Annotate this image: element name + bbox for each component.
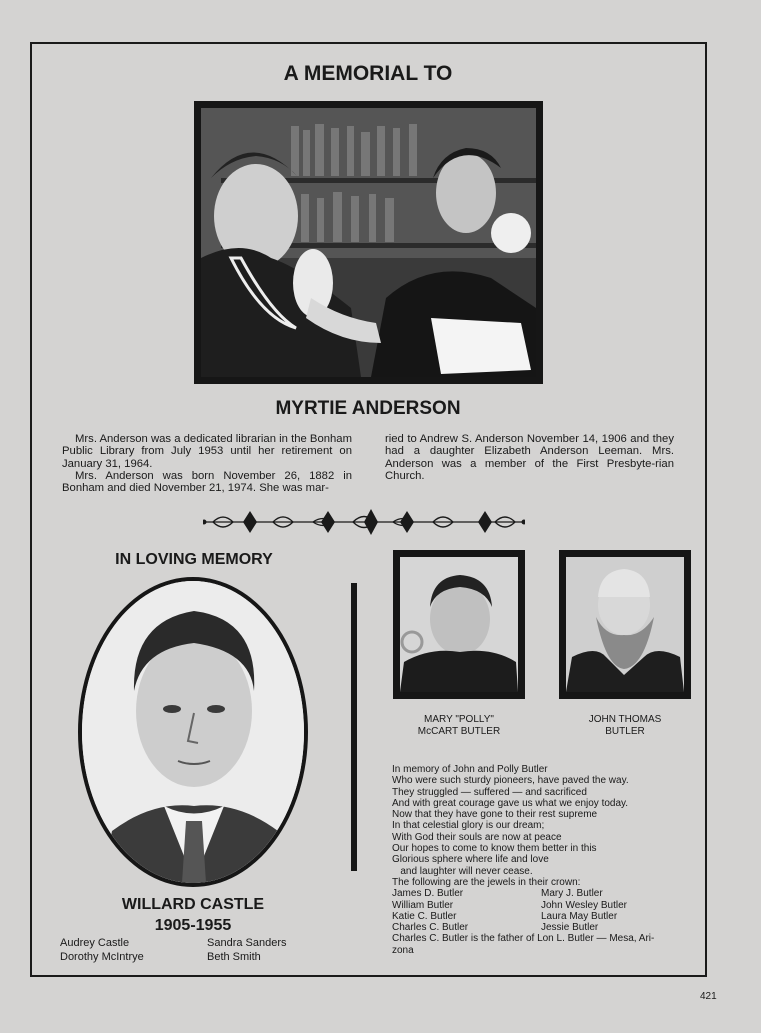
child-name: Jessie Butler bbox=[541, 922, 599, 934]
poem-line: And with great courage gave us what we enjoy today. bbox=[392, 797, 629, 809]
poem-line: Charles C. Butler is the father of Lon L. Butler — Mesa, Ari- bbox=[392, 933, 655, 945]
ornamental-divider bbox=[203, 508, 525, 536]
in-loving-memory-heading: IN LOVING MEMORY bbox=[115, 551, 273, 568]
mary-butler-caption bbox=[393, 714, 525, 738]
vertical-divider bbox=[351, 583, 357, 871]
john-butler-photo bbox=[559, 550, 691, 699]
castle-survivors-row bbox=[60, 936, 354, 950]
poem-line: and laughter will never cease. bbox=[392, 865, 533, 877]
children-row bbox=[392, 900, 692, 911]
mary-butler-photo bbox=[393, 550, 525, 699]
anderson-text-column-2 bbox=[385, 433, 674, 482]
survivor-name: Audrey Castle bbox=[60, 937, 130, 949]
castle-name: WILLARD CASTLE bbox=[121, 896, 265, 913]
children-row bbox=[392, 922, 692, 933]
poem-line: In memory of John and Polly Butler bbox=[392, 764, 548, 775]
poem-line: The following are the jewels in their crown: bbox=[392, 876, 581, 888]
child-name: William Butler bbox=[392, 899, 454, 911]
child-name: John Wesley Butler bbox=[541, 899, 627, 911]
child-name: Charles C. Butler bbox=[392, 922, 469, 934]
caption-line: JOHN THOMAS bbox=[588, 714, 662, 725]
child-name: Laura May Butler bbox=[541, 910, 618, 922]
anderson-name: MYRTIE ANDERSON bbox=[275, 398, 461, 419]
memorial-heading: A MEMORIAL TO bbox=[283, 62, 453, 85]
children-row bbox=[392, 911, 692, 922]
poem-line: In that celestial glory is our dream; bbox=[392, 820, 545, 832]
anderson-photo bbox=[194, 101, 543, 384]
anderson-paragraph: ried to Andrew S. Anderson November 14, 1906 and they had a daughter Elizabeth Anderson Leeman. Mrs. Anderson was a member of the First Presbyte-rian Church. bbox=[385, 433, 674, 482]
child-name: James D. Butler bbox=[392, 888, 464, 900]
caption-line: McCART BUTLER bbox=[417, 726, 501, 737]
anderson-text-column-1 bbox=[62, 433, 352, 494]
poem-line: With God their souls are now at peace bbox=[392, 831, 562, 843]
anderson-paragraph: Mrs. Anderson was a dedicated librarian in the Bonham Public Library from July 1953 until her retirement on January 31, 1964. bbox=[62, 433, 352, 470]
poem-line: Now that they have gone to their rest supreme bbox=[392, 809, 598, 821]
caption-line: MARY "POLLY" bbox=[424, 714, 494, 725]
page-number: 421 bbox=[700, 991, 717, 1002]
poem-line: Who were such sturdy pioneers, have paved the way. bbox=[392, 775, 629, 787]
anderson-paragraph: Mrs. Anderson was born November 26, 1882 in Bonham and died November 21, 1974. She was mar- bbox=[62, 469, 352, 495]
survivor-name: Dorothy McIntrye bbox=[60, 951, 144, 963]
john-butler-caption bbox=[559, 714, 691, 738]
castle-survivors-row bbox=[60, 950, 354, 964]
poem-line: Our hopes to come to know them better in this bbox=[392, 843, 597, 855]
children-row bbox=[392, 888, 692, 899]
child-name: Mary J. Butler bbox=[541, 888, 603, 900]
survivor-name: Sandra Sanders bbox=[207, 937, 287, 949]
butler-poem bbox=[392, 764, 692, 956]
survivor-name: Beth Smith bbox=[207, 951, 261, 963]
poem-line: Glorious sphere where life and love bbox=[392, 854, 549, 866]
poem-line: They struggled — suffered — and sacrificed bbox=[392, 786, 587, 798]
child-name: Katie C. Butler bbox=[392, 910, 457, 922]
poem-line: zona bbox=[392, 944, 414, 956]
castle-photo bbox=[78, 577, 308, 887]
caption-line: BUTLER bbox=[605, 726, 645, 737]
castle-years: 1905-1955 bbox=[154, 917, 232, 934]
